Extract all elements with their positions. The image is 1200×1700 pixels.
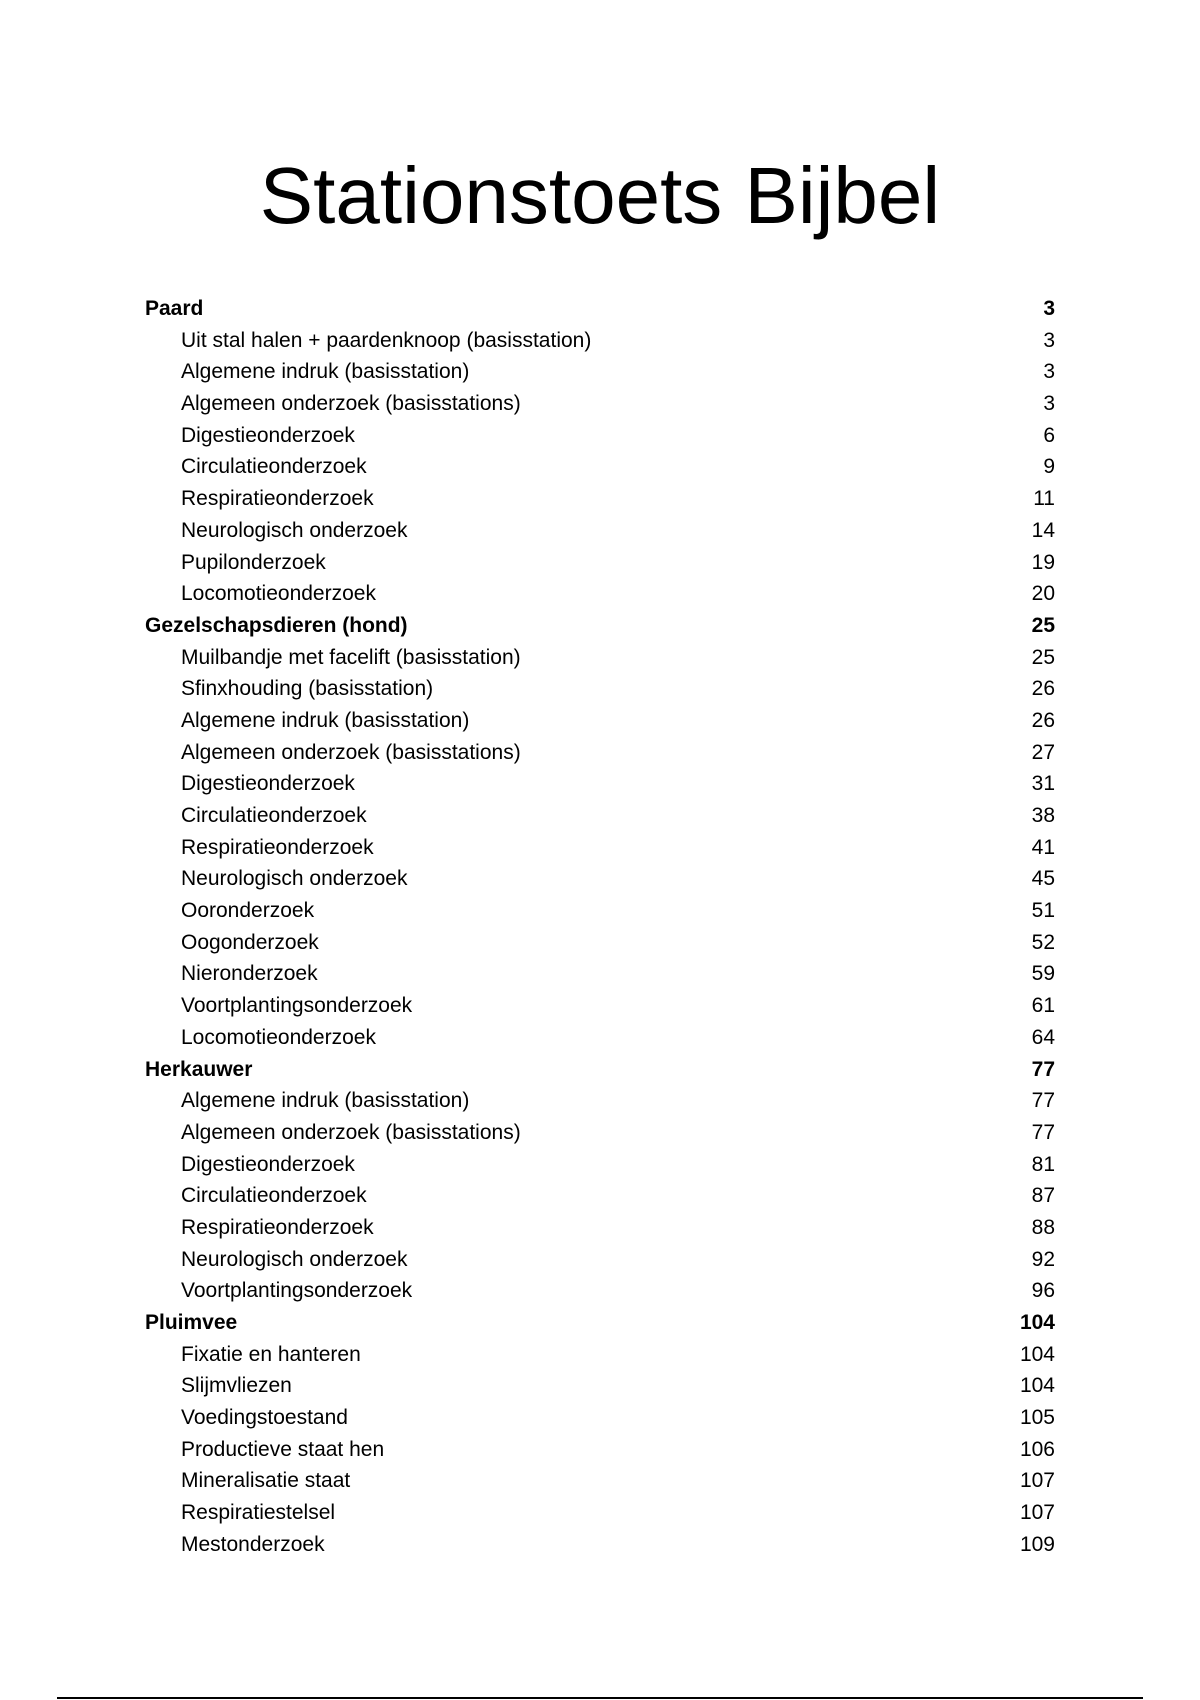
toc-entry-page-number: 77 <box>1031 1057 1055 1081</box>
toc-entry-page-number: 104 <box>1019 1311 1055 1334</box>
toc-subsection-entry[interactable] <box>145 1370 1055 1402</box>
toc-subsection-entry[interactable] <box>145 768 1055 800</box>
toc-entry-label: Muilbandje met facelift (basisstation) <box>181 645 521 669</box>
toc-section-entry[interactable] <box>145 293 1055 325</box>
footer-divider <box>57 1697 1143 1699</box>
toc-subsection-entry[interactable] <box>145 515 1055 547</box>
toc-entry-label: Oogonderzoek <box>181 930 319 954</box>
table-of-contents <box>145 293 1055 1561</box>
toc-entry-label: Algemene indruk (basisstation) <box>181 360 470 384</box>
toc-subsection-entry[interactable] <box>145 451 1055 483</box>
toc-subsection-entry[interactable] <box>145 1529 1055 1561</box>
toc-subsection-entry[interactable] <box>145 1497 1055 1529</box>
toc-entry-label: Voortplantingsonderzoek <box>181 994 413 1018</box>
toc-subsection-entry[interactable] <box>145 1434 1055 1466</box>
toc-subsection-entry[interactable] <box>145 1117 1055 1149</box>
toc-entry-page-number: 26 <box>1031 708 1055 732</box>
toc-subsection-entry[interactable] <box>145 927 1055 959</box>
toc-entry-label: Algemeen onderzoek (basisstations) <box>181 1120 521 1144</box>
toc-subsection-entry[interactable] <box>145 356 1055 388</box>
toc-entry-label: Gezelschapsdieren (hond) <box>145 613 408 637</box>
toc-entry-label: Pluimvee <box>145 1311 238 1334</box>
toc-entry-label: Digestieonderzoek <box>181 772 355 796</box>
toc-entry-page-number: 27 <box>1031 740 1055 764</box>
toc-entry-label: Voedingstoestand <box>181 1406 348 1430</box>
toc-entry-label: Circulatieonderzoek <box>181 804 367 827</box>
toc-entry-page-number: 41 <box>1031 835 1055 859</box>
document-title: Stationstoets Bijbel <box>259 151 941 240</box>
toc-entry-page-number: 106 <box>1019 1437 1055 1461</box>
toc-entry-label: Nieronderzoek <box>181 962 318 986</box>
toc-entry-label: Circulatieonderzoek <box>181 1184 367 1208</box>
toc-subsection-entry[interactable] <box>145 800 1055 832</box>
toc-entry-page-number: 77 <box>1031 1089 1055 1113</box>
toc-subsection-entry[interactable] <box>145 673 1055 705</box>
toc-entry-label: Locomotieonderzoek <box>181 1025 376 1049</box>
toc-subsection-entry[interactable] <box>145 705 1055 737</box>
toc-entry-page-number: 52 <box>1031 930 1055 954</box>
toc-entry-page-number: 45 <box>1031 867 1055 891</box>
toc-entry-page-number: 107 <box>1019 1469 1055 1493</box>
toc-subsection-entry[interactable] <box>145 958 1055 990</box>
toc-entry-page-number: 25 <box>1031 613 1055 637</box>
toc-entry-label: Respiratieonderzoek <box>181 487 374 511</box>
toc-subsection-entry[interactable] <box>145 1085 1055 1117</box>
toc-subsection-entry[interactable] <box>145 388 1055 420</box>
toc-entry-label: Respiratieonderzoek <box>181 1215 374 1239</box>
toc-section-entry[interactable] <box>145 1307 1055 1339</box>
toc-entry-label: Algemene indruk (basisstation) <box>181 1089 470 1113</box>
toc-entry-page-number: 59 <box>1031 962 1055 986</box>
toc-entry-page-number: 96 <box>1031 1279 1055 1303</box>
toc-entry-page-number: 109 <box>1019 1532 1055 1556</box>
toc-entry-page-number: 25 <box>1031 645 1055 669</box>
toc-subsection-entry[interactable] <box>145 325 1055 357</box>
toc-subsection-entry[interactable] <box>145 895 1055 927</box>
toc-entry-page-number: 31 <box>1031 772 1055 796</box>
toc-entry-page-number: 107 <box>1019 1501 1055 1525</box>
toc-subsection-entry[interactable] <box>145 642 1055 674</box>
toc-entry-label: Productieve staat hen <box>181 1437 385 1461</box>
toc-entry-page-number: 9 <box>1043 455 1055 479</box>
toc-entry-page-number: 3 <box>1043 328 1055 352</box>
toc-entry-label: Locomotieonderzoek <box>181 582 376 606</box>
toc-entry-page-number: 3 <box>1043 392 1055 416</box>
toc-entry-page-number: 51 <box>1031 899 1055 923</box>
toc-entry-page-number: 3 <box>1043 360 1055 384</box>
toc-subsection-entry[interactable] <box>145 578 1055 610</box>
toc-entry-page-number: 88 <box>1031 1215 1055 1239</box>
toc-entry-page-number: 20 <box>1031 582 1055 606</box>
toc-subsection-entry[interactable] <box>145 737 1055 769</box>
toc-subsection-entry[interactable] <box>145 1180 1055 1212</box>
toc-entry-label: Neurologisch onderzoek <box>181 1247 408 1271</box>
toc-entry-label: Respiratieonderzoek <box>181 835 374 859</box>
toc-entry-label: Uit stal halen + paardenknoop (basisstation) <box>181 328 592 352</box>
toc-subsection-entry[interactable] <box>145 420 1055 452</box>
toc-entry-label: Fixatie en hanteren <box>181 1342 361 1366</box>
toc-entry-page-number: 104 <box>1019 1374 1055 1398</box>
toc-entry-label: Slijmvliezen <box>181 1374 292 1398</box>
toc-entry-page-number: 104 <box>1019 1342 1055 1366</box>
toc-section-entry[interactable] <box>145 610 1055 642</box>
toc-entry-page-number: 19 <box>1031 550 1055 574</box>
toc-entry-page-number: 11 <box>1033 487 1055 511</box>
toc-entry-label: Pupilonderzoek <box>181 550 326 574</box>
toc-entry-label: Herkauwer <box>145 1057 253 1081</box>
toc-entry-page-number: 64 <box>1031 1025 1055 1049</box>
toc-entry-label: Mineralisatie staat <box>181 1469 351 1493</box>
toc-entry-page-number: 14 <box>1031 518 1055 542</box>
toc-entry-label: Digestieonderzoek <box>181 1152 355 1176</box>
toc-entry-page-number: 26 <box>1031 677 1055 701</box>
toc-subsection-entry[interactable] <box>145 1339 1055 1371</box>
toc-subsection-entry[interactable] <box>145 1402 1055 1434</box>
toc-entry-label: Respiratiestelsel <box>181 1501 336 1525</box>
toc-subsection-entry[interactable] <box>145 1244 1055 1276</box>
toc-entry-page-number: 77 <box>1031 1120 1055 1144</box>
toc-entry-label: Neurologisch onderzoek <box>181 867 408 891</box>
toc-entry-label: Ooronderzoek <box>181 899 315 923</box>
toc-entry-page-number: 6 <box>1043 423 1055 447</box>
toc-entry-page-number: 3 <box>1043 297 1055 320</box>
toc-entry-label: Algemeen onderzoek (basisstations) <box>181 740 521 764</box>
toc-entry-label: Circulatieonderzoek <box>181 455 367 479</box>
toc-entry-label: Paard <box>145 297 204 320</box>
toc-entry-label: Sfinxhouding (basisstation) <box>181 677 434 701</box>
toc-entry-label: Digestieonderzoek <box>181 423 355 447</box>
toc-subsection-entry[interactable] <box>145 1022 1055 1054</box>
toc-subsection-entry[interactable] <box>145 1149 1055 1181</box>
toc-entry-label: Neurologisch onderzoek <box>181 518 408 542</box>
toc-entry-page-number: 92 <box>1031 1247 1055 1271</box>
toc-entry-page-number: 38 <box>1031 804 1055 827</box>
toc-entry-label: Algemene indruk (basisstation) <box>181 708 470 732</box>
toc-entry-page-number: 105 <box>1019 1406 1055 1430</box>
toc-entry-label: Mestonderzoek <box>181 1532 325 1556</box>
toc-subsection-entry[interactable] <box>145 990 1055 1022</box>
toc-subsection-entry[interactable] <box>145 1465 1055 1497</box>
toc-entry-label: Algemeen onderzoek (basisstations) <box>181 392 521 416</box>
toc-entry-label: Voortplantingsonderzoek <box>181 1279 413 1303</box>
toc-subsection-entry[interactable] <box>145 863 1055 895</box>
toc-entry-page-number: 81 <box>1031 1152 1055 1176</box>
toc-section-entry[interactable] <box>145 1054 1055 1086</box>
toc-entry-page-number: 87 <box>1031 1184 1055 1208</box>
toc-subsection-entry[interactable] <box>145 1275 1055 1307</box>
toc-entry-page-number: 61 <box>1031 994 1055 1018</box>
toc-subsection-entry[interactable] <box>145 483 1055 515</box>
toc-subsection-entry[interactable] <box>145 547 1055 579</box>
toc-subsection-entry[interactable] <box>145 832 1055 864</box>
toc-subsection-entry[interactable] <box>145 1212 1055 1244</box>
